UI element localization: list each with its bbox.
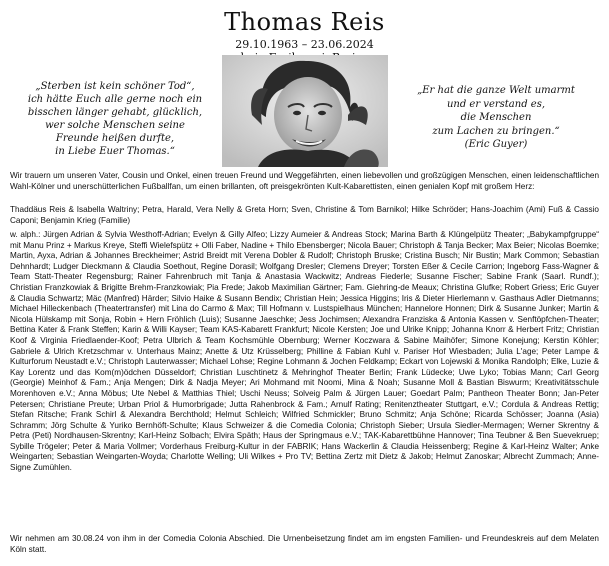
portrait-photo [222,55,388,167]
quote-left-line: „Sterben ist kein schöner Tod“, [35,81,195,92]
quote-right-line: „Er hat die ganze Welt umarmt [417,85,575,96]
intro-paragraph: Wir trauern um unseren Vater, Cousin und Onkel, einen treuen Freund und Weggefährten, einen liebevollen und großzügigen Menschen, einen leidenschaftlichen Wahl-Kölner und unerschütterlichen Fußballfan, um einen brillanten, oft preisgekrönten Kult-Kabarettisten, einen genialen Kopf mit großem Herz: [10,171,599,191]
quote-right-line: und er verstand es, [446,98,546,110]
portrait-image [222,55,388,167]
quote-left-line: wer solche Menschen seine [45,120,185,131]
deceased-name: Thomas Reis [224,8,385,36]
life-dates: 29.10.1963 – 23.06.2024 [235,38,374,51]
quote-left [20,80,210,158]
quote-left-line: Freunde heißen durfte, [55,133,175,144]
closing-paragraph: Wir nehmen am 30.08.24 von ihm in der Comedia Colonia Abschied. Die Urnenbeisetzung findet am im engsten Familien- und Freundeskreis auf dem Melaten Köln statt. [10,534,599,554]
quote-left-line: bisschen länger gehabt, glücklich, [27,107,203,118]
quote-right [398,84,594,152]
quote-left-line: ich hätte Euch alle gerne noch ein [27,94,203,105]
quote-right-line: (Eric Guyer) [464,139,528,150]
quote-left-line: in Liebe Euer Thomas.“ [55,146,175,157]
friends-paragraph: w. alph.: Jürgen Adrian & Sylvia Westhoff-Adrian; Evelyn & Gilly Alfeo; Lizzy Aumeier & Andreas Stock; Marina Barth & Klüngelpütz Theater; „Babykampfgruppe“ mit Manu Prinz + Markus Kreye, Steffi Wielefspütz + Olli Faber, Nadine + Thilo Ebensberger; Nicola Bauer; Christoph & Tanja Becker; Max Beier; Nicolas Boemke; Martin, Ayxa, Adrian & Johannes Breckheimer; Astrid Breidt mit Verena Dobler & Rudolf; Christoph Bruske; Cristina Busch; Nir Bustin; Mark Common; Sebastian Dehnhardt; Ludger Dieckmann & Claudia Soethout, Regine Dorasil; Wolfgang Dresler; Clemens Dreyer; Torsten Eßer & Cecile Carrion; Ingeborg Fass-Wagner & Team Statt-Theater Regensburg; Rainer Fahrenbruch mit Tanja & Anastasia Wackwitz; Andreas Fiederle; Susanne Fischer; Sabine Frank (Saarl. Rundf.); Christian Franzkowiak & Brigitte Brehm-Franzkowiak; Pia Frede; Jakob Maximilian Gärtner; Fam. Giehring-de Meaux; Christina Glufke; Robert Griess; Eric Guyer & Claudia Schwartz; Mäc (Manfred) Härder; Silvio Haike & Susann Bendix; Christian Hein; Jessica Higgins; Iris & Dieter Hierlemann v. Gasthaus Adler Dietmanns; Michael Hilleckenbach (Theatertransfer) mit Lina do Carmo & Max; Till Hofmann v. Lustspielhaus München; Hannelore Honnen; Dirk & Susanne Junker; Martin & Nicola Hülskamp mit Sonja, Robin + Hern Fröhlich (Luis); Susanne Jaeschke; Jess Jochimsen; Alexandra Franziska & Antonia Kassen v. Senftöpfchen-Theater; Bettina Kater & Frank Steffen; Karin & Willi Kayser; Team KAS-Kabarett Frankfurt; Nicole Kersten; Joe und Ulrike Knipp; Johanna Knorr & Herbert Fritz; Christian Koof & Virginia Friedlaender-Koof; Petra Ulbrich & Team Kochsmühle Obernburg; Werner Koczwara & Sabine Maihöfer; Simone Konejung; Kerstin Köhler; Gabriele & Ulrich Kretzschmar v. Unterhaus Mainz; Anette & Utz Krüsselberg; Philline & Fabian Kuhl v. Pariser Hof Wiesbaden; Julia L'age; Peter Lampe & Kulturforum Neustadt e.V.; Christoph Lauterwasser; Michael Lohse; Regine Lohmann & Jochen Feldkamp; Eckart von Lojewski & Monika Randolph; Elke, Luzie & Kay Lorentz und das Kom(m)ödchen Düsseldorf; Christian Luschtinetz & Mehringhof Theater Berlin; Frank Lüdecke; Uwe Lyko; Tobias Mann; Carl Georg (Georgie) Meinhof & Fam.; Anja Mengen; Dirk & Nadja Meyer; Ari Mohmand mit Noomi, Mina & Noah; Susanne Moll & Bastian Biswurm; Kreativitätsschule Morenhoven e.V.; Anna Möbus; Ute Nebel & Matthias Thiel; Uschi Neuss; Solveig Palm & Jürgen Lauer; Goedart Palm; Pantheon Theater Bonn; Jan-Peter Petersen; Christiane Preute; Urban Priol & Humorbrigade; Jutta Rahenbrock & Fam.; Arnulf Rating; Renitenztheater Stuttgart, e.V.; Cordula & Andreas Rettig; Stefan Ritsche; Frank Schirl & Alexandra Berchthold; Helmut Schleich; Wilfried Schmickler; Bruno Schmitz; Anja Schöne; Ricarda Schösser; Joanna (Asia) Schramm; Jörg Schulte & Yuriko Bernhöft-Schulte; Klaus Schweizer & die Comedia Colonia; Christoph Sieber; Ursula Siedler-Mermagen; Werner Skrentny & Petra (Peti) Nordhausen-Skrentny; Karl-Heinz Solbach; Elvira Späth; Haus der Springmaus e.V.; TAK-Kabarettbühne Hannover; Tina Teubner & Ben Suevekruep; Sybille Trögeler; Peter & Maria Vollmer; Vorderhaus Freiburg-Kultur in der FABRIK; Hans Wackerlin & Claudia Heissenberg; Regine & Karl-Heinz Walter; Anke Weingarten; Sebastian Weingarten-Woyda; Charlotte Welling; Uli Wilkes + Pro TV; Bettina Zertz mit Dietz & Jakob; Helmut Zanoskar; Albrecht Zummach; Anne-Signe Zumühlen. [10,230,599,473]
quote-right-line: die Menschen [460,112,532,123]
quote-right-line: zum Lachen zu bringen.“ [432,125,560,137]
family-paragraph: Thaddäus Reis & Isabella Waltriny; Petra, Harald, Vera Nelly & Greta Horn; Sven, Christine & Tom Barnikol; Hilke Schröder; Hans-Joachim (Ami) Fuß & Cassio Caponi; Benjamin Krieg (Familie) [10,205,599,225]
